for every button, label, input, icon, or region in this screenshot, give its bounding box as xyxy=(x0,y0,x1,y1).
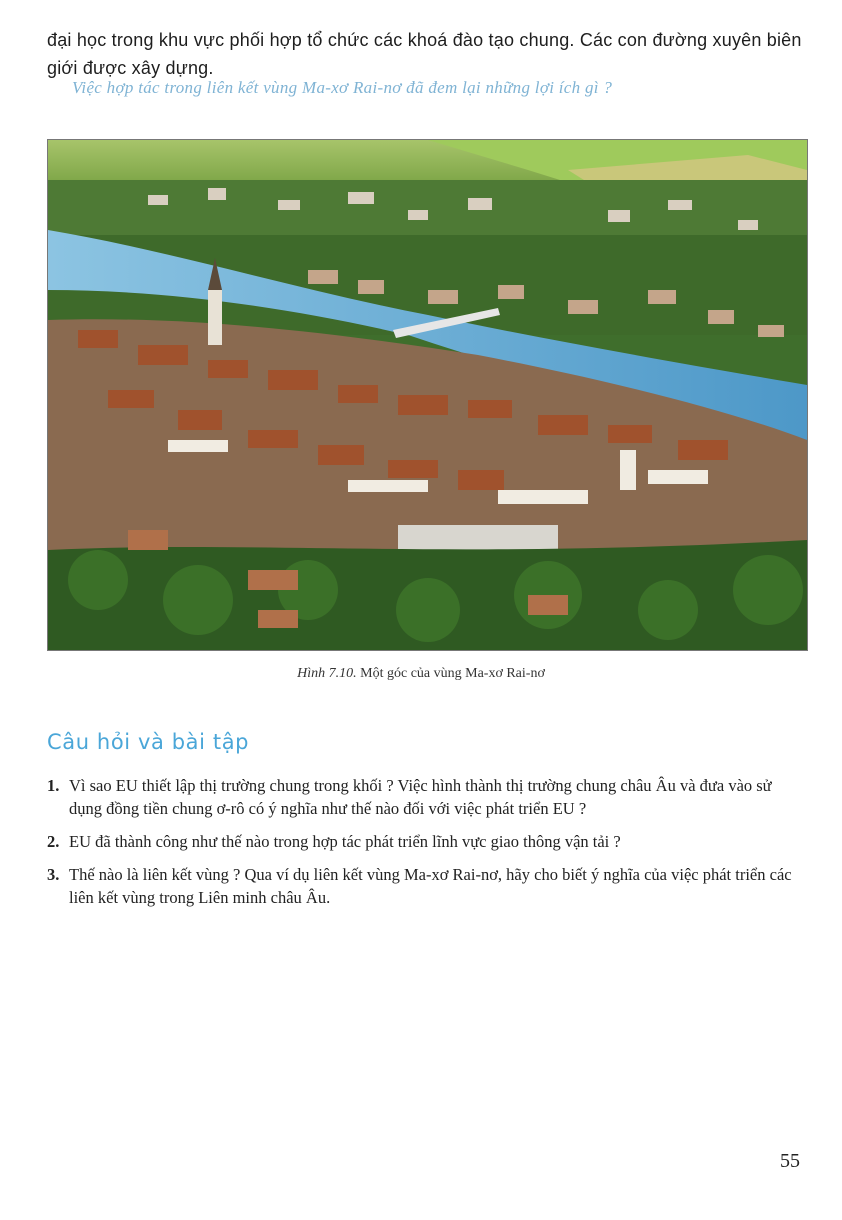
exercise-item xyxy=(47,830,807,853)
exercise-text: Vì sao EU thiết lập thị trường chung trong khối ? Việc hình thành thị trường chung châu Âu và đưa vào sử dụng đồng tiền chung ơ-rô có ý nghĩa như thế nào đối với việc phát triển EU ? xyxy=(69,776,772,818)
exercise-number: 2. xyxy=(47,832,60,851)
guiding-question: Việc hợp tác trong liên kết vùng Ma-xơ Rai-nơ đã đem lại những lợi ích gì ? xyxy=(72,78,613,97)
section-title: Câu hỏi và bài tập xyxy=(47,730,250,754)
exercise-item xyxy=(47,774,807,820)
exercise-text: Thế nào là liên kết vùng ? Qua ví dụ liên kết vùng Ma-xơ Rai-nơ, hãy cho biết ý nghĩa của việc phát triển các liên kết vùng trong Liên minh châu Âu. xyxy=(69,865,792,907)
exercise-text: EU đã thành công như thế nào trong hợp tác phát triển lĩnh vực giao thông vận tải ? xyxy=(69,832,621,851)
caption-text: Một góc của vùng Ma-xơ Rai-nơ xyxy=(360,666,545,681)
exercise-list xyxy=(47,774,807,919)
figure-caption xyxy=(0,666,842,682)
intro-paragraph: đại học trong khu vực phối hợp tổ chức các khoá đào tạo chung. Các con đường xuyên biên giới được xây dựng. xyxy=(47,30,802,78)
exercise-item xyxy=(47,863,807,909)
page-number: 55 xyxy=(780,1150,800,1172)
exercise-number: 1. xyxy=(47,776,60,795)
exercise-number: 3. xyxy=(47,865,60,884)
town-aerial-photo xyxy=(47,139,808,651)
caption-label: Hình 7.10. xyxy=(297,666,357,681)
